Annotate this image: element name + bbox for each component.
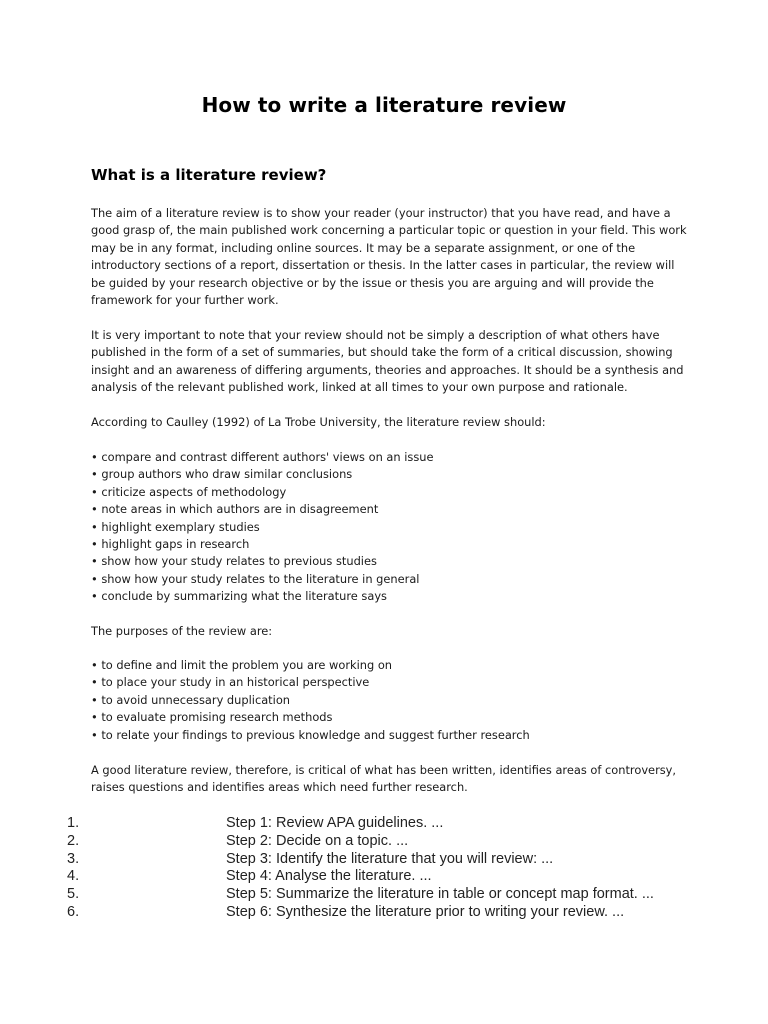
step-row xyxy=(0,815,768,833)
step-number: 2. xyxy=(67,832,80,849)
step-row xyxy=(0,904,768,922)
list-item: • to relate your findings to previous knowledge and suggest further research xyxy=(91,727,530,742)
step-number: 4. xyxy=(67,868,80,885)
step-row xyxy=(0,851,768,869)
list-item: • compare and contrast different authors' views on an issue xyxy=(91,450,434,464)
list-item: • to define and limit the problem you are working on xyxy=(91,658,393,672)
step-text: Step 5: Summarize the literature in table or concept map format. ... xyxy=(226,886,654,903)
list-item: • to avoid unnecessary duplication xyxy=(91,692,291,707)
steps-list xyxy=(0,815,768,922)
list-item: • criticize aspects of methodology xyxy=(91,484,287,499)
step-text: Step 4: Analyse the literature. ... xyxy=(226,868,432,885)
list-item: • group authors who draw similar conclusions xyxy=(91,467,353,482)
list-item: • conclude by summarizing what the literature says xyxy=(91,589,387,604)
list-item: • to place your study in an historical perspective xyxy=(91,675,370,690)
list-item: • to evaluate promising research methods xyxy=(91,710,333,725)
step-number: 3. xyxy=(67,850,80,867)
step-row xyxy=(0,868,768,886)
step-text: Step 6: Synthesize the literature prior to writing your review. ... xyxy=(226,903,625,920)
step-text: Step 1: Review APA guidelines. ... xyxy=(226,815,444,831)
step-row xyxy=(0,833,768,851)
page-title: How to write a literature review xyxy=(201,93,567,117)
list-item: • show how your study relates to previous studies xyxy=(91,554,377,569)
conclusion-paragraph: A good literature review, therefore, is critical of what has been written, identifies areas of controversy, raises questions and identifies areas which need further research. xyxy=(91,763,677,795)
should-list xyxy=(91,449,691,606)
list-item: • note areas in which authors are in disagreement xyxy=(91,502,379,517)
step-text: Step 2: Decide on a topic. ... xyxy=(226,832,409,849)
step-number: 1. xyxy=(67,815,80,831)
step-row xyxy=(0,886,768,904)
step-number: 5. xyxy=(67,886,80,903)
section-heading: What is a literature review? xyxy=(91,166,327,184)
list-item: • show how your study relates to the literature in general xyxy=(91,571,420,586)
important-paragraph: It is very important to note that your review should not be simply a description of what others have published in the form of a set of summaries, but should take the form of a critical discussion, showing insight and an awareness of differing arguments, theories and approaches. It should be a synthesis and analysis of the relevant published work, linked at all times to your own purpose and rationale. xyxy=(91,328,684,395)
purpose-list xyxy=(91,657,691,744)
step-text: Step 3: Identify the literature that you will review: ... xyxy=(226,850,554,867)
list-item: • highlight exemplary studies xyxy=(91,519,260,534)
intro-paragraph: The aim of a literature review is to show your reader (your instructor) that you have read, and have a good grasp of, the main published work concerning a particular topic or question in your field. This work may be in any format, including online sources. It may be a separate assignment, or one of the introductory sections of a report, dissertation or thesis. In the latter cases in particular, the review will be guided by your research objective or by the issue or thesis you are arguing and will provide the framework for your further work. xyxy=(91,206,687,308)
step-number: 6. xyxy=(67,903,80,920)
purposes-paragraph: The purposes of the review are: xyxy=(91,624,273,638)
caulley-paragraph: According to Caulley (1992) of La Trobe University, the literature review should: xyxy=(91,415,546,429)
list-item: • highlight gaps in research xyxy=(91,537,250,552)
